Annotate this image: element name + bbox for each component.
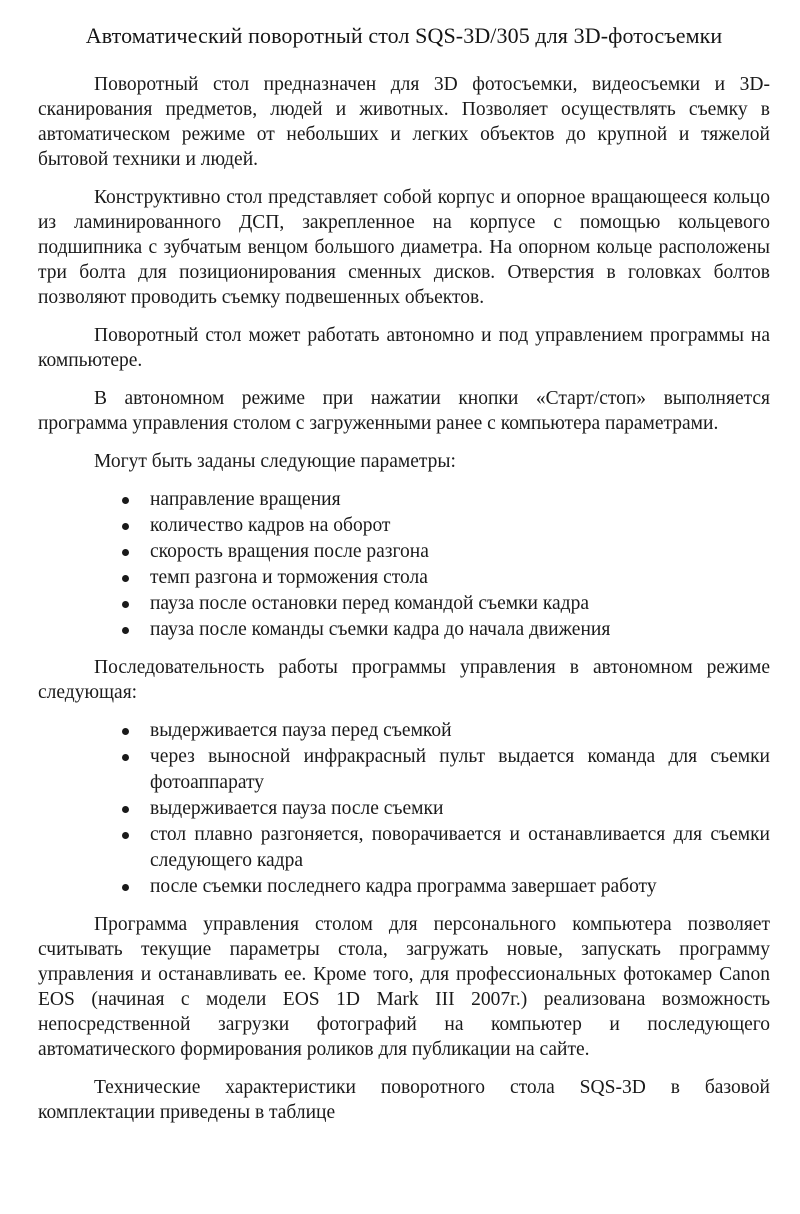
document-title: Автоматический поворотный стол SQS-3D/305 для 3D-фотосъемки — [85, 23, 723, 48]
list-item-text: количество кадров на оборот — [150, 515, 391, 536]
paragraph-construction: Конструктивно стол представляет собой корпус и опорное вращающееся кольцо из ламинированного ДСП, закрепленное на корпусе с помощью кольцевого подшипника с зубчатым венцом большого диаметра. На опорном кольце расположены три болта для позиционирования сменных дисков. Отверстия в головках болтов позволяют проводить съемку подвешенных объектов. — [38, 187, 770, 308]
params-list — [38, 487, 770, 643]
paragraph-pc-software: Программа управления столом для персонального компьютера позволяет считывать текущие параметры стола, загружать новые, запускать программу управления и останавливать ее. Кроме того, для профессиональных фотокамер Canon EOS (начиная с модели EOS 1D Mark III 2007г.) реализована возможность непосредственной загрузки фотографий на компьютер и последующего автоматического формирования роликов для публикации на сайте. — [38, 914, 770, 1060]
bullet-icon — [122, 601, 129, 608]
bullet-icon — [122, 627, 129, 634]
list-item-text: выдерживается пауза перед съемкой — [150, 720, 452, 741]
list-item — [150, 822, 770, 874]
list-item — [150, 744, 770, 796]
paragraph-purpose: Поворотный стол предназначен для 3D фотосъемки, видеосъемки и 3D-сканирования предметов, людей и животных. Позволяет осуществлять съемку в автоматическом режиме от небольших и легких объектов до крупной и тяжелой бытовой техники и людей. — [38, 74, 770, 170]
bullet-icon — [122, 884, 129, 891]
list-item-text: после съемки последнего кадра программа завершает работу — [150, 876, 657, 897]
bullet-icon — [122, 575, 129, 582]
list-item-text: скорость вращения после разгона — [150, 541, 429, 562]
list-item-text: выдерживается пауза после съемки — [150, 798, 444, 819]
bullet-icon — [122, 832, 129, 839]
list-item-text: через выносной инфракрасный пульт выдается команда для съемки фотоаппарату — [150, 746, 770, 793]
paragraph-autonomous-mode: В автономном режиме при нажатии кнопки «Старт/стоп» выполняется программа управления столом с загруженными ранее с компьютера параметрами. — [38, 388, 770, 434]
list-item — [150, 718, 770, 744]
list-item — [150, 513, 770, 539]
bullet-icon — [122, 806, 129, 813]
paragraph-specs-reference: Технические характеристики поворотного стола SQS-3D в базовой комплектации приведены в таблице — [38, 1077, 770, 1123]
list-item — [150, 617, 770, 643]
list-item — [150, 565, 770, 591]
list-item — [150, 591, 770, 617]
list-item-text: направление вращения — [150, 489, 341, 510]
bullet-icon — [122, 754, 129, 761]
paragraph-modes: Поворотный стол может работать автономно и под управлением программы на компьютере. — [38, 325, 770, 371]
bullet-icon — [122, 497, 129, 504]
list-item-text: пауза после команды съемки кадра до начала движения — [150, 619, 611, 640]
bullet-icon — [122, 728, 129, 735]
paragraph-sequence-intro: Последовательность работы программы управления в автономном режиме следующая: — [38, 657, 770, 703]
sequence-list — [38, 718, 770, 900]
list-item-text: пауза после остановки перед командой съемки кадра — [150, 593, 590, 614]
list-item — [150, 539, 770, 565]
bullet-icon — [122, 523, 129, 530]
list-item-text: темп разгона и торможения стола — [150, 567, 428, 588]
list-item — [150, 796, 770, 822]
list-item — [150, 487, 770, 513]
paragraph-params-intro: Могут быть заданы следующие параметры: — [94, 451, 456, 472]
list-item — [150, 874, 770, 900]
list-item-text: стол плавно разгоняется, поворачивается и останавливается для съемки следующего кадра — [150, 824, 770, 871]
bullet-icon — [122, 549, 129, 556]
